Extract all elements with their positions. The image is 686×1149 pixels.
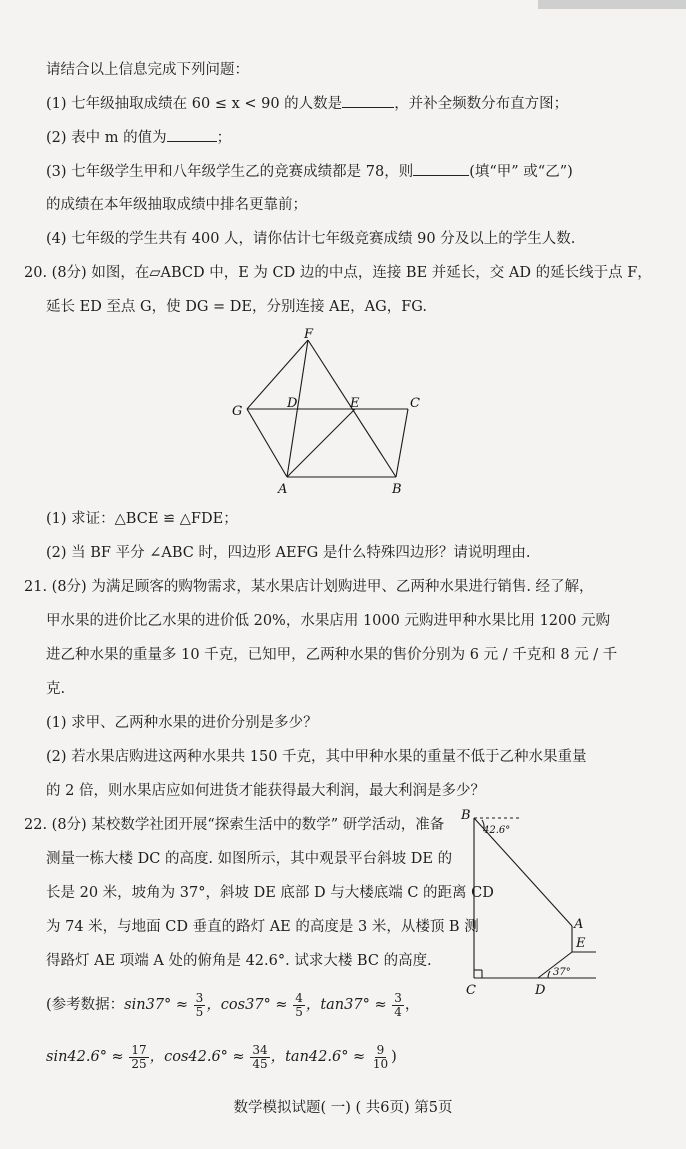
point-label-C: C bbox=[410, 396, 420, 411]
angle-label-37: 37° bbox=[553, 967, 571, 978]
answer-blank[interactable] bbox=[167, 127, 217, 142]
q22-stem-line5: 得路灯 AE 项端 A 处的俯角是 42.6°. 试求大楼 BC 的高度. bbox=[46, 953, 432, 969]
point-label-E: E bbox=[576, 936, 586, 951]
q19-part4: (4) 七年级的学生共有 400 人，请你估计七年级竞赛成绩 90 分及以上的学生人数. bbox=[46, 231, 576, 247]
answer-blank[interactable] bbox=[413, 161, 469, 176]
ref-sin37: sin37° ≈ bbox=[124, 997, 189, 1013]
page-footer: 数学模拟试题( 一) ( 共6页) 第5页 bbox=[233, 1100, 453, 1116]
ref-prefix: (参考数据： bbox=[46, 997, 125, 1013]
point-label-F: F bbox=[304, 327, 314, 342]
q22-stem-line1: 22. (8分) 某校数学社团开展“探索生活中的数学” 研学活动，准备 bbox=[24, 817, 445, 833]
ref-cos37: ，cos37° ≈ bbox=[206, 997, 288, 1013]
point-label-C: C bbox=[466, 983, 476, 998]
q22-stem-line3: 长是 20 米，坡角为 37°，斜坡 DE 底部 D 与大楼底端 C 的距离 CD bbox=[46, 885, 494, 901]
q20-parallelogram-figure bbox=[220, 325, 440, 500]
ref-sin42: sin42.6° ≈ bbox=[46, 1049, 124, 1065]
ref-close: ) bbox=[391, 1049, 397, 1065]
intro-text: 请结合以上信息完成下列问题： bbox=[46, 62, 249, 78]
fraction-cos37: $\frac{4}{5}$ bbox=[295, 990, 303, 1019]
ref-comma: ， bbox=[404, 997, 420, 1013]
ref-tan42: ，tan42.6° ≈ bbox=[270, 1049, 366, 1065]
q19-part3-text-a: (3) 七年级学生甲和八年级学生乙的竞赛成绩都是 78，则 bbox=[46, 164, 414, 180]
q19-part1-text-a: (1) 七年级抽取成绩在 60 ≤ x < 90 的人数是 bbox=[46, 96, 343, 112]
answer-blank[interactable] bbox=[342, 93, 394, 108]
angle-label-42-6: 42.6° bbox=[483, 825, 511, 836]
scan-edge-bar bbox=[538, 0, 686, 9]
q22-reference-line2 bbox=[46, 1042, 397, 1072]
q19-part3-text-b: (填“甲” 或“乙”) bbox=[469, 164, 573, 180]
q22-building-figure bbox=[456, 806, 616, 1006]
q19-part2-text-b: ； bbox=[216, 130, 232, 146]
q21-stem-line3: 进乙种水果的重量多 10 千克，已知甲，乙两种水果的售价分别为 6 元 / 千克和 8 元 / 千 bbox=[46, 647, 618, 663]
q21-stem-line1: 21. (8分) 为满足顾客的购物需求，某水果店计划购进甲、乙两种水果进行销售. 经了解， bbox=[24, 579, 594, 595]
point-label-D: D bbox=[535, 983, 546, 998]
q22-stem-line4: 为 74 米，与地面 CD 垂直的路灯 AE 的高度是 3 米，从楼顶 B 测 bbox=[46, 919, 479, 935]
q19-part2 bbox=[46, 127, 231, 148]
point-label-G: G bbox=[232, 404, 243, 419]
q19-part3 bbox=[46, 161, 573, 182]
q21-stem-line2: 甲水果的进价比乙水果的进价低 20%，水果店用 1000 元购进甲种水果比用 1200 元购 bbox=[46, 613, 611, 629]
q21-part1: (1) 求甲、乙两种水果的进价分别是多少？ bbox=[46, 715, 318, 731]
q19-part1-text-b: ，并补全频数分布直方图； bbox=[394, 96, 569, 112]
q20-part1: (1) 求证：△BCE ≌ △FDE； bbox=[46, 511, 238, 527]
q19-part2-text-a: (2) 表中 m 的值为 bbox=[46, 130, 167, 146]
fraction-cos42: $\frac{34}{45}$ bbox=[252, 1042, 268, 1071]
q22-reference-line1 bbox=[46, 990, 419, 1020]
point-label-B: B bbox=[461, 808, 471, 823]
q21-part2-line1: (2) 若水果店购进这两种水果共 150 千克，其中甲种水果的重量不低于乙种水果重量 bbox=[46, 749, 587, 765]
fraction-tan42: $\frac{9}{10}$ bbox=[372, 1042, 389, 1071]
point-label-B: B bbox=[392, 482, 402, 497]
q22-figure-lines bbox=[474, 818, 596, 978]
ref-cos42: ，cos42.6° ≈ bbox=[149, 1049, 245, 1065]
q20-part2: (2) 当 BF 平分 ∠ABC 时，四边形 AEFG 是什么特殊四边形？请说明理由. bbox=[46, 545, 531, 561]
point-label-E: E bbox=[350, 396, 360, 411]
q21-part2-line2: 的 2 倍，则水果店应如何进货才能获得最大利润，最大利润是多少？ bbox=[46, 783, 485, 799]
q20-stem-line2: 延长 ED 至点 G，使 DG = DE，分别连接 AE，AG，FG. bbox=[46, 299, 427, 315]
fraction-tan37: $\frac{3}{4}$ bbox=[394, 990, 402, 1019]
fraction-sin42: $\frac{17}{25}$ bbox=[131, 1042, 147, 1071]
q20-figure-lines bbox=[247, 340, 408, 477]
q20-stem-line1: 20. (8分) 如图，在▱ABCD 中，E 为 CD 边的中点，连接 BE 并延长，交 AD 的延长线于点 F， bbox=[24, 265, 652, 281]
point-label-A: A bbox=[574, 917, 584, 932]
fraction-sin37: $\frac{3}{5}$ bbox=[195, 990, 204, 1019]
q21-stem-line4: 克. bbox=[46, 681, 66, 697]
ref-tan37: ，tan37° ≈ bbox=[305, 997, 387, 1013]
q19-part1 bbox=[46, 93, 568, 114]
point-label-D: D bbox=[287, 396, 298, 411]
q22-stem-line2: 测量一栋大楼 DC 的高度. 如图所示，其中观景平台斜坡 DE 的 bbox=[46, 851, 453, 867]
q19-part3-cont: 的成绩在本年级抽取成绩中排名更靠前； bbox=[46, 197, 307, 213]
point-label-A: A bbox=[278, 482, 288, 497]
